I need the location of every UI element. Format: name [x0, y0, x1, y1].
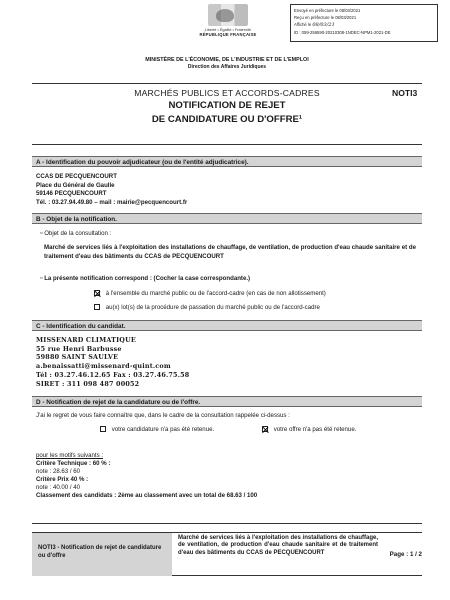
object-text: Marché de services liés à l'exploitation des installations de chauffage, de ventilation, de production d'eau chaude sanitaire et de traitement d'eau des bâtiments du CCAS de PECQUENCOURT	[44, 244, 416, 260]
title-line-1: MARCHÉS PUBLICS ET ACCORDS-CADRES	[134, 88, 320, 98]
rejection-reasons	[36, 452, 416, 500]
buyer-contact: Tél. : 03.27.94.49.80 – mail : mairie@pecquencourt.fr	[36, 198, 188, 206]
buyer-name: CCAS DE PECQUENCOURT	[36, 173, 117, 180]
checkbox-checked-icon[interactable]	[94, 290, 100, 296]
footer-page-number: Page : 1 / 2	[389, 551, 422, 558]
title-line-2: NOTIFICATION DE REJET	[168, 100, 286, 111]
candidate-email: a.benaissatti@missenard-quint.com	[36, 362, 171, 371]
section-a-content	[36, 173, 416, 207]
candidate-name: MISSENARD CLIMATIQUE	[36, 336, 136, 344]
title-line-3: DE CANDIDATURE OU D'OFFRE¹	[151, 114, 303, 125]
ministry-name: MINISTÈRE DE L'ÉCONOMIE, DE L'INDUSTRIE ET DE L'EMPLOI	[145, 57, 309, 63]
logo-country: RÉPUBLIQUE FRANÇAISE	[199, 32, 257, 37]
rejection-intro: J'ai le regret de vous faire connaître que, dans le cadre de la consultation rappelée ci-dessus :	[36, 412, 290, 419]
option-lots[interactable]: au(x) lot(s) de la procédure de passation du marché public ou de l'accord-cadre	[94, 304, 320, 313]
footer-form-label: NOTI3 - Notification de rejet de candidature ou d'offre	[32, 533, 172, 576]
object-label: ▫ Objet de la consultation :	[40, 230, 112, 237]
marianne-logo-icon	[208, 4, 248, 26]
form-code: NOTI3	[392, 88, 418, 98]
stamp-handwritten-date: 08/03/21	[312, 22, 335, 28]
stamp-line-sent: Envoyé en préfecture le 08/03/2021	[294, 8, 361, 13]
section-c-heading: C - Identification du candidat.	[32, 320, 422, 331]
footer-divider	[32, 523, 422, 524]
option-offer-rejected[interactable]: votre offre n'a pas été retenue.	[262, 426, 356, 435]
ministry-heading	[120, 57, 334, 71]
concerns-label: ▫ La présente notification correspond : (Cocher la case correspondante.)	[40, 275, 251, 282]
page-footer	[32, 532, 422, 576]
candidate-city: 59880 SAINT SAULVE	[36, 353, 119, 362]
checkbox-checked-icon[interactable]	[262, 426, 268, 432]
republique-francaise-logo	[198, 2, 258, 52]
title-box	[32, 83, 422, 145]
buyer-city: 59146 PECQUENCOURT	[36, 190, 107, 197]
section-d-heading: D - Notification de rejet de la candidature ou de l'offre.	[32, 396, 422, 407]
checkbox-empty-icon[interactable]	[94, 304, 100, 310]
criteria-technical: Critère Technique : 60 % :	[36, 460, 111, 467]
criteria-price: Critère Prix 40 % :	[36, 476, 89, 483]
section-b-heading: B - Objet de la notification.	[32, 213, 422, 224]
note-price: note : 40.00 / 40	[36, 484, 81, 491]
direction-name: Direction des Affaires Juridiques	[187, 64, 267, 70]
checkbox-empty-icon[interactable]	[100, 426, 106, 432]
candidate-siret: SIRET : 311 098 487 00052	[36, 379, 140, 388]
note-technical: note : 28.63 / 60	[36, 468, 81, 475]
bullet-icon: ▫	[40, 230, 43, 237]
stamp-line-posted: Affiché le 08/03/21	[294, 22, 335, 28]
option-whole-contract[interactable]: à l'ensemble du marché public ou de l'accord-cadre (en cas de non allotissement)	[94, 290, 326, 299]
candidate-address: 55 rue Henri Barbusse	[36, 344, 122, 353]
stamp-line-id: ID : 059-256590-20210308-1NDEC-NPM1-2021-DE	[294, 30, 391, 35]
reasons-label: pour les motifs suivants :	[36, 452, 104, 459]
logo-motto: Liberté • Égalité • Fraternité	[204, 28, 252, 32]
ranking: Classement des candidats : 2ème au classement avec un total de 68.63 / 100	[36, 492, 258, 499]
option-candidature-rejected[interactable]: votre candidature n'a pas été retenue.	[100, 426, 214, 435]
prefecture-stamp	[290, 4, 438, 42]
section-c-content	[36, 336, 416, 388]
footer-contract-title: Marché de services liés à l'exploitation des installations de chauffage, de ventilation, de production d'eau chaude sanitaire et de traitement d'eau des bâtiments du CCAS de PECQUENCOURT	[178, 535, 378, 556]
section-a-heading: A - Identification du pouvoir adjudicateur (ou de l'entité adjudicatrice).	[32, 156, 422, 167]
buyer-address: Place du Général de Gaulle	[36, 181, 115, 189]
bullet-icon: ▫	[40, 275, 43, 282]
candidate-phone: Tél : 03.27.46.12.65 Fax : 03.27.46.75.58	[36, 370, 190, 379]
stamp-line-received: Reçu en préfecture le 08/03/2021	[294, 15, 357, 20]
